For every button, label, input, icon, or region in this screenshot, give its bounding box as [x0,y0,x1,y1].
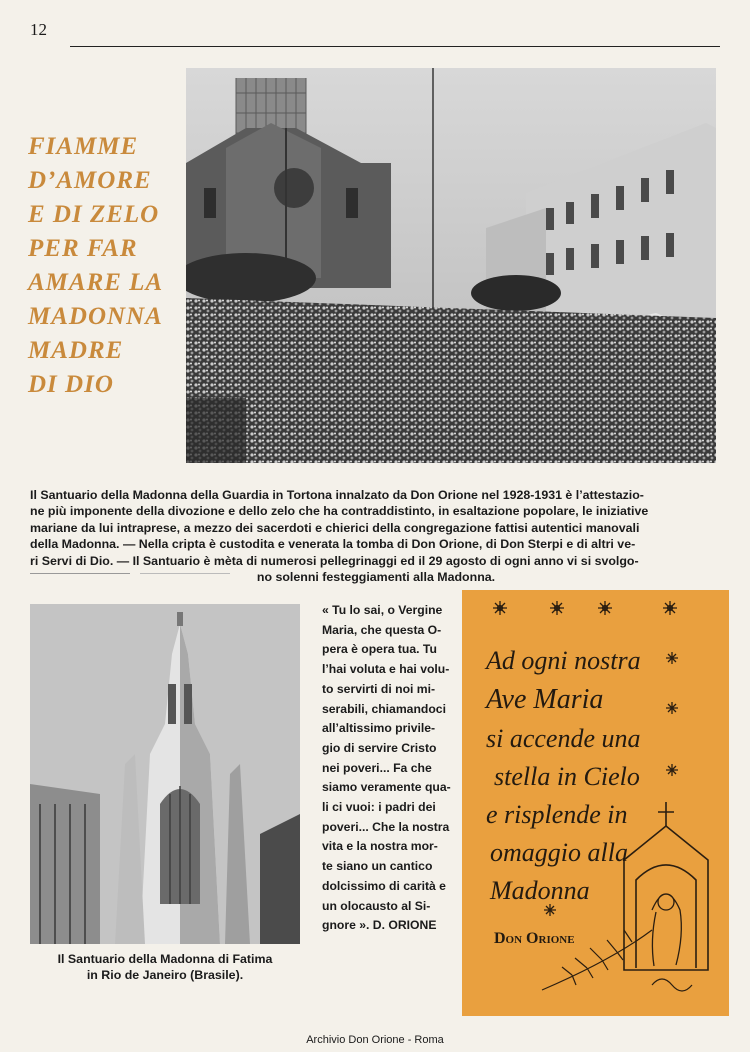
panel-line: e risplende in [486,800,628,829]
quote-line: un olocausto al Si- [322,898,431,913]
quote-line: to servirti di noi mi- [322,681,436,696]
caption-line: Il Santuario della Madonna di Fatima [57,952,273,966]
quote-line: l’hai voluta e hai volu- [322,662,450,677]
quote-line: all’altissimo privile- [322,721,436,736]
fatima-sanctuary-photo [30,604,300,944]
quote-line: vita e la nostra mor- [322,839,438,854]
headline-line: PER FAR [28,235,138,262]
headline-line: AMARE LA [28,269,164,296]
main-photo-caption [30,487,722,585]
headline-line: FIAMME [28,133,139,160]
headline-line: MADONNA [28,303,163,330]
quote-line: gio di servire Cristo [322,740,437,755]
page-number: 12 [30,20,47,39]
quote-line: siamo veramente qua- [322,780,451,795]
caption-line: in Rio de Janeiro (Brasile). [86,968,244,982]
decorative-rule [30,573,130,574]
panel-line: omaggio alla [490,838,628,867]
panel-line: si accende una [486,724,641,753]
caption-line: della Madonna. — Nella cripta è custodita e venerata la tomba di Don Orione, di Don Sterpi e di altri ve- [30,537,636,552]
quote-line: serabili, chiamandoci [322,701,446,716]
caption-line: mariane da lui intraprese, a mezzo dei sacerdoti e chierici della congregazione fattisi autentici manovali [30,520,640,535]
caption-line: ne più imponente della divozione e dello zelo che ha contraddistinto, in esaltazione popolare, le iniziative [30,504,649,519]
panel-line: Ad ogni nostra [486,646,641,675]
quote-line: Maria, che questa O- [322,622,442,637]
quote-line: li ci vuoi: i padri dei [322,800,436,815]
headline-line: E DI ZELO [28,201,160,228]
headline-line: MADRE [28,337,124,364]
quote-line: nei poveri... Fa che [322,760,432,775]
caption-line: Il Santuario della Madonna della Guardia in Tortona innalzato da Don Orione nel 1928-1931 è l’attestazio- [30,488,644,502]
panel-line: stella in Cielo [494,762,640,791]
quote-line: dolcissimo di carità e [322,878,446,893]
quote-line: gnore ». D. ORIONE [322,918,437,933]
headline-line: D’AMORE [28,167,152,194]
caption-line: no solenni festeggiamenti alla Madonna. [256,570,496,585]
panel-line: Madonna [490,876,590,905]
quote-line: pera è opera tua. Tu [322,642,437,657]
don-orione-quote [322,601,456,936]
headline-line: DI DIO [28,371,114,398]
panel-line: Ave Maria [486,684,604,715]
panel-signature: Don Orione [494,930,575,947]
archive-footer: Archivio Don Orione - Roma [306,1034,444,1046]
fatima-photo-caption [30,951,300,983]
quote-line: « Tu lo sai, o Vergine [322,603,443,617]
sanctuary-crowd-photo [186,68,716,463]
headline [28,130,188,402]
ave-maria-panel [462,590,729,1016]
quote-line: poveri... Che la nostra [322,819,450,834]
caption-line: ri Servi di Dio. — Il Santuario è mèta di numerosi pellegrinaggi ed il 29 agosto di ogni anno vi si svolgo- [30,553,639,568]
header-rule [70,46,720,47]
decorative-rule [140,573,230,574]
quote-line: te siano un cantico [322,859,433,874]
